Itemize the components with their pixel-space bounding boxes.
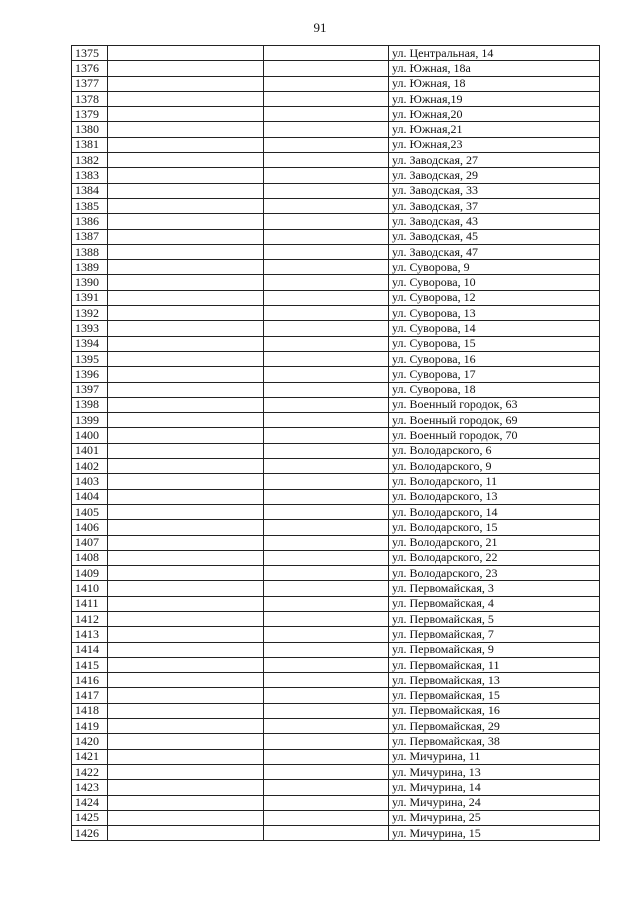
empty-cell (264, 428, 389, 443)
address-cell: ул. Южная,19 (389, 91, 600, 106)
table-row (72, 229, 600, 244)
row-number-cell: 1396 (72, 367, 108, 382)
address-cell: ул. Первомайская, 15 (389, 688, 600, 703)
table-row (72, 566, 600, 581)
empty-cell (264, 229, 389, 244)
address-cell: ул. Володарского, 21 (389, 535, 600, 550)
empty-cell (264, 321, 389, 336)
empty-cell (264, 719, 389, 734)
empty-cell (264, 275, 389, 290)
table-row (72, 321, 600, 336)
empty-cell (264, 382, 389, 397)
table-row (72, 397, 600, 412)
empty-cell (264, 91, 389, 106)
address-cell: ул. Мичурина, 15 (389, 826, 600, 841)
address-cell: ул. Суворова, 14 (389, 321, 600, 336)
empty-cell (264, 810, 389, 825)
address-cell: ул. Суворова, 10 (389, 275, 600, 290)
table-row (72, 810, 600, 825)
table-row (72, 76, 600, 91)
row-number-cell: 1413 (72, 627, 108, 642)
row-number-cell: 1414 (72, 642, 108, 657)
row-number-cell: 1382 (72, 153, 108, 168)
row-number-cell: 1377 (72, 76, 108, 91)
table-row (72, 413, 600, 428)
empty-cell (108, 780, 264, 795)
empty-cell (108, 214, 264, 229)
empty-cell (108, 397, 264, 412)
row-number-cell: 1404 (72, 489, 108, 504)
empty-cell (264, 168, 389, 183)
table-row (72, 795, 600, 810)
empty-cell (264, 657, 389, 672)
row-number-cell: 1395 (72, 351, 108, 366)
empty-cell (108, 107, 264, 122)
empty-cell (108, 122, 264, 137)
address-cell: ул. Заводская, 29 (389, 168, 600, 183)
address-cell: ул. Суворова, 18 (389, 382, 600, 397)
table-row (72, 61, 600, 76)
empty-cell (264, 764, 389, 779)
row-number-cell: 1416 (72, 673, 108, 688)
address-cell: ул. Первомайская, 38 (389, 734, 600, 749)
empty-cell (108, 183, 264, 198)
empty-cell (108, 826, 264, 841)
empty-cell (264, 306, 389, 321)
address-cell: ул. Южная, 18а (389, 61, 600, 76)
address-cell: ул. Заводская, 37 (389, 198, 600, 213)
address-cell: ул. Первомайская, 9 (389, 642, 600, 657)
table-row (72, 673, 600, 688)
row-number-cell: 1390 (72, 275, 108, 290)
empty-cell (108, 260, 264, 275)
address-cell: ул. Заводская, 45 (389, 229, 600, 244)
address-cell: ул. Суворова, 16 (389, 351, 600, 366)
row-number-cell: 1400 (72, 428, 108, 443)
address-cell: ул. Южная,23 (389, 137, 600, 152)
table-row (72, 91, 600, 106)
table-row (72, 780, 600, 795)
address-cell: ул. Володарского, 11 (389, 474, 600, 489)
table-row (72, 367, 600, 382)
address-cell: ул. Мичурина, 25 (389, 810, 600, 825)
table-row (72, 688, 600, 703)
empty-cell (264, 703, 389, 718)
empty-cell (108, 749, 264, 764)
empty-cell (108, 719, 264, 734)
empty-cell (108, 673, 264, 688)
empty-cell (108, 504, 264, 519)
address-cell: ул. Суворова, 13 (389, 306, 600, 321)
table-row (72, 611, 600, 626)
empty-cell (264, 413, 389, 428)
table-row (72, 550, 600, 565)
table-row (72, 168, 600, 183)
empty-cell (264, 443, 389, 458)
table-row (72, 520, 600, 535)
empty-cell (264, 260, 389, 275)
empty-cell (264, 107, 389, 122)
row-number-cell: 1422 (72, 764, 108, 779)
address-cell: ул. Мичурина, 13 (389, 764, 600, 779)
empty-cell (264, 122, 389, 137)
empty-cell (264, 474, 389, 489)
empty-cell (264, 459, 389, 474)
empty-cell (264, 214, 389, 229)
address-cell: ул. Первомайская, 16 (389, 703, 600, 718)
table-row (72, 428, 600, 443)
empty-cell (108, 198, 264, 213)
row-number-cell: 1399 (72, 413, 108, 428)
row-number-cell: 1407 (72, 535, 108, 550)
row-number-cell: 1409 (72, 566, 108, 581)
empty-cell (108, 703, 264, 718)
empty-cell (108, 810, 264, 825)
table-row (72, 535, 600, 550)
empty-cell (108, 642, 264, 657)
empty-cell (108, 795, 264, 810)
empty-cell (264, 581, 389, 596)
address-cell: ул. Заводская, 27 (389, 153, 600, 168)
table-row (72, 306, 600, 321)
table-row (72, 46, 600, 61)
page-number: 91 (313, 20, 327, 35)
empty-cell (108, 474, 264, 489)
empty-cell (264, 489, 389, 504)
table-row (72, 260, 600, 275)
empty-cell (108, 367, 264, 382)
empty-cell (108, 168, 264, 183)
table-row (72, 351, 600, 366)
empty-cell (264, 520, 389, 535)
empty-cell (108, 351, 264, 366)
address-cell: ул. Заводская, 47 (389, 244, 600, 259)
row-number-cell: 1392 (72, 306, 108, 321)
empty-cell (264, 673, 389, 688)
row-number-cell: 1411 (72, 596, 108, 611)
address-cell: ул. Первомайская, 7 (389, 627, 600, 642)
empty-cell (108, 413, 264, 428)
empty-cell (108, 321, 264, 336)
empty-cell (264, 137, 389, 152)
empty-cell (264, 734, 389, 749)
empty-cell (108, 734, 264, 749)
row-number-cell: 1426 (72, 826, 108, 841)
row-number-cell: 1412 (72, 611, 108, 626)
address-cell: ул. Мичурина, 11 (389, 749, 600, 764)
empty-cell (108, 153, 264, 168)
table-row (72, 214, 600, 229)
table-row (72, 107, 600, 122)
table-row (72, 642, 600, 657)
empty-cell (108, 581, 264, 596)
empty-cell (108, 520, 264, 535)
address-cell: ул. Военный городок, 70 (389, 428, 600, 443)
empty-cell (108, 46, 264, 61)
address-cell: ул. Первомайская, 4 (389, 596, 600, 611)
empty-cell (264, 290, 389, 305)
row-number-cell: 1420 (72, 734, 108, 749)
empty-cell (264, 198, 389, 213)
table-row (72, 489, 600, 504)
empty-cell (108, 535, 264, 550)
table-body (72, 46, 600, 841)
address-cell: ул. Суворова, 12 (389, 290, 600, 305)
table-row (72, 826, 600, 841)
row-number-cell: 1423 (72, 780, 108, 795)
row-number-cell: 1381 (72, 137, 108, 152)
empty-cell (264, 183, 389, 198)
empty-cell (108, 76, 264, 91)
table-row (72, 290, 600, 305)
table-row (72, 734, 600, 749)
table-row (72, 764, 600, 779)
row-number-cell: 1375 (72, 46, 108, 61)
address-cell: ул. Первомайская, 3 (389, 581, 600, 596)
empty-cell (108, 382, 264, 397)
table-row (72, 382, 600, 397)
address-cell: ул. Южная,20 (389, 107, 600, 122)
table-row (72, 657, 600, 672)
row-number-cell: 1387 (72, 229, 108, 244)
empty-cell (108, 459, 264, 474)
table-row (72, 459, 600, 474)
empty-cell (108, 91, 264, 106)
row-number-cell: 1398 (72, 397, 108, 412)
row-number-cell: 1386 (72, 214, 108, 229)
empty-cell (264, 153, 389, 168)
row-number-cell: 1421 (72, 749, 108, 764)
empty-cell (264, 795, 389, 810)
row-number-cell: 1403 (72, 474, 108, 489)
row-number-cell: 1402 (72, 459, 108, 474)
table-row (72, 122, 600, 137)
empty-cell (108, 290, 264, 305)
empty-cell (108, 566, 264, 581)
empty-cell (264, 351, 389, 366)
address-cell: ул. Заводская, 43 (389, 214, 600, 229)
address-cell: ул. Володарского, 13 (389, 489, 600, 504)
row-number-cell: 1388 (72, 244, 108, 259)
empty-cell (264, 596, 389, 611)
row-number-cell: 1378 (72, 91, 108, 106)
empty-cell (264, 397, 389, 412)
table-row (72, 198, 600, 213)
address-cell: ул. Первомайская, 13 (389, 673, 600, 688)
row-number-cell: 1391 (72, 290, 108, 305)
address-cell: ул. Первомайская, 5 (389, 611, 600, 626)
empty-cell (264, 550, 389, 565)
row-number-cell: 1385 (72, 198, 108, 213)
address-cell: ул. Суворова, 17 (389, 367, 600, 382)
empty-cell (264, 566, 389, 581)
table-row (72, 627, 600, 642)
address-cell: ул. Володарского, 14 (389, 504, 600, 519)
empty-cell (264, 244, 389, 259)
row-number-cell: 1418 (72, 703, 108, 718)
row-number-cell: 1425 (72, 810, 108, 825)
empty-cell (264, 826, 389, 841)
row-number-cell: 1424 (72, 795, 108, 810)
address-cell: ул. Центральная, 14 (389, 46, 600, 61)
address-registry-table (71, 45, 600, 841)
empty-cell (108, 688, 264, 703)
empty-cell (108, 244, 264, 259)
empty-cell (108, 137, 264, 152)
empty-cell (108, 275, 264, 290)
empty-cell (108, 229, 264, 244)
empty-cell (108, 764, 264, 779)
address-cell: ул. Военный городок, 63 (389, 397, 600, 412)
row-number-cell: 1405 (72, 504, 108, 519)
address-cell: ул. Володарского, 15 (389, 520, 600, 535)
empty-cell (264, 76, 389, 91)
row-number-cell: 1415 (72, 657, 108, 672)
table-row (72, 137, 600, 152)
empty-cell (264, 611, 389, 626)
table-row (72, 153, 600, 168)
empty-cell (108, 596, 264, 611)
empty-cell (264, 642, 389, 657)
table-row (72, 504, 600, 519)
row-number-cell: 1417 (72, 688, 108, 703)
empty-cell (264, 627, 389, 642)
row-number-cell: 1397 (72, 382, 108, 397)
empty-cell (264, 336, 389, 351)
table-row (72, 596, 600, 611)
empty-cell (264, 780, 389, 795)
empty-cell (264, 688, 389, 703)
table-row (72, 719, 600, 734)
empty-cell (108, 611, 264, 626)
row-number-cell: 1408 (72, 550, 108, 565)
table-row (72, 443, 600, 458)
empty-cell (264, 504, 389, 519)
row-number-cell: 1383 (72, 168, 108, 183)
table-row (72, 244, 600, 259)
table-row (72, 183, 600, 198)
address-cell: ул. Заводская, 33 (389, 183, 600, 198)
empty-cell (108, 61, 264, 76)
empty-cell (108, 627, 264, 642)
address-cell: ул. Военный городок, 69 (389, 413, 600, 428)
empty-cell (108, 306, 264, 321)
address-cell: ул. Южная, 18 (389, 76, 600, 91)
row-number-cell: 1393 (72, 321, 108, 336)
row-number-cell: 1380 (72, 122, 108, 137)
address-cell: ул. Володарского, 22 (389, 550, 600, 565)
address-cell: ул. Володарского, 9 (389, 459, 600, 474)
address-cell: ул. Володарского, 6 (389, 443, 600, 458)
address-cell: ул. Володарского, 23 (389, 566, 600, 581)
empty-cell (108, 336, 264, 351)
empty-cell (264, 749, 389, 764)
address-cell: ул. Суворова, 15 (389, 336, 600, 351)
row-number-cell: 1410 (72, 581, 108, 596)
row-number-cell: 1406 (72, 520, 108, 535)
table-row (72, 474, 600, 489)
empty-cell (108, 428, 264, 443)
row-number-cell: 1389 (72, 260, 108, 275)
address-cell: ул. Первомайская, 11 (389, 657, 600, 672)
row-number-cell: 1419 (72, 719, 108, 734)
empty-cell (264, 535, 389, 550)
address-cell: ул. Мичурина, 24 (389, 795, 600, 810)
address-cell: ул. Мичурина, 14 (389, 780, 600, 795)
empty-cell (264, 61, 389, 76)
empty-cell (108, 550, 264, 565)
row-number-cell: 1376 (72, 61, 108, 76)
table-row (72, 703, 600, 718)
row-number-cell: 1394 (72, 336, 108, 351)
row-number-cell: 1384 (72, 183, 108, 198)
address-cell: ул. Суворова, 9 (389, 260, 600, 275)
address-cell: ул. Южная,21 (389, 122, 600, 137)
empty-cell (264, 46, 389, 61)
table-row (72, 336, 600, 351)
table-row (72, 581, 600, 596)
table-row (72, 749, 600, 764)
empty-cell (108, 489, 264, 504)
table-row (72, 275, 600, 290)
row-number-cell: 1401 (72, 443, 108, 458)
empty-cell (108, 657, 264, 672)
address-cell: ул. Первомайская, 29 (389, 719, 600, 734)
row-number-cell: 1379 (72, 107, 108, 122)
empty-cell (108, 443, 264, 458)
empty-cell (264, 367, 389, 382)
